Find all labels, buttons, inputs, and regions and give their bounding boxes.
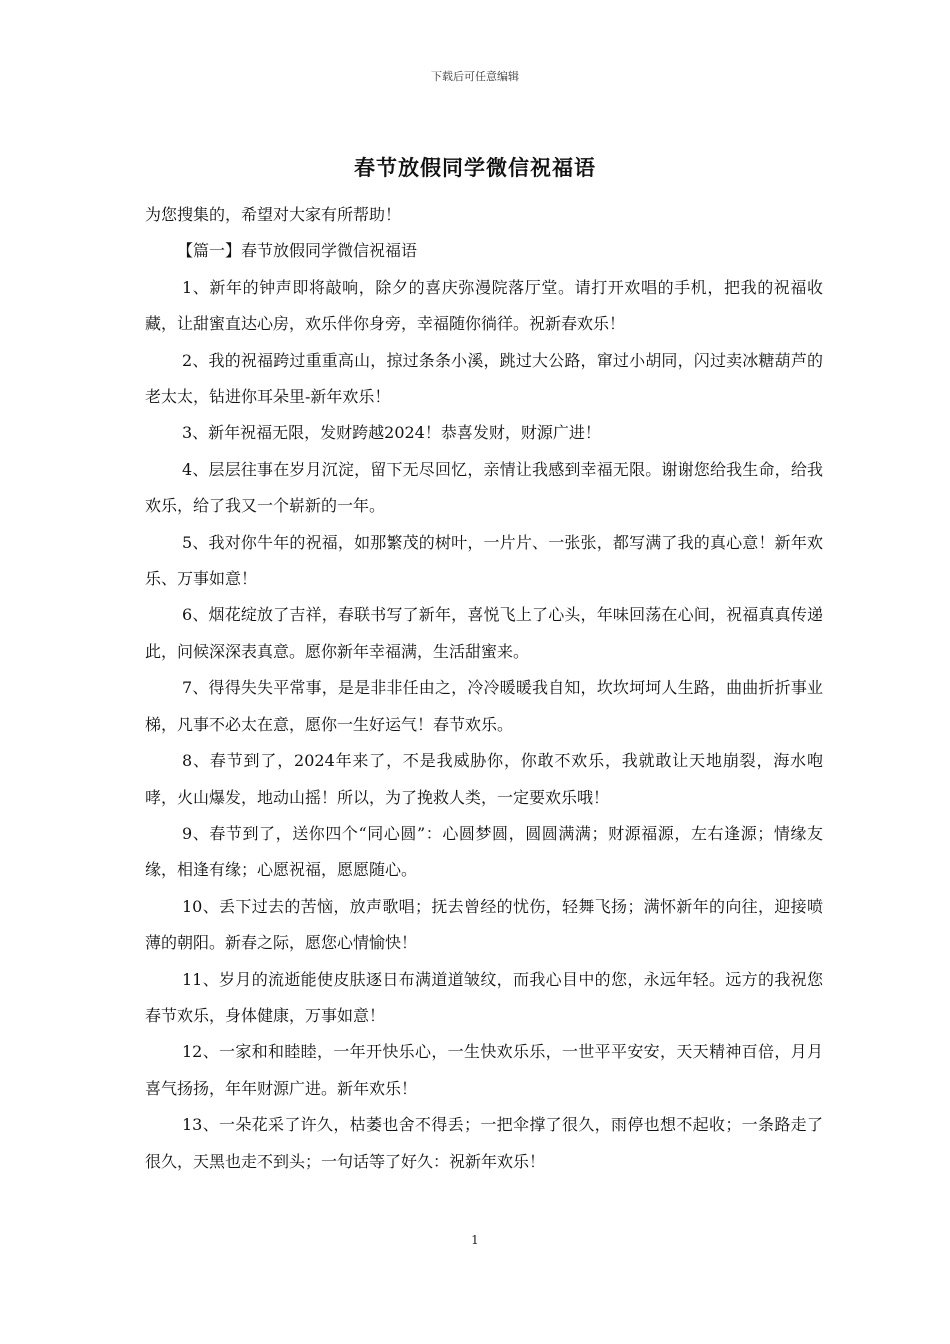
greeting-item-7: 7、得得失失平常事，是是非非任由之，冷冷暖暖我自知，坎坎坷坷人生路，曲曲折折事业梯，凡事不必太在意，愿你一生好运气！春节欢乐。: [145, 678, 823, 734]
document-body: [145, 197, 823, 1180]
greeting-item-9: 9、春节到了，送你四个“同心圆”：心圆梦圆，圆圆满满；财源福源，左右逢源；情缘友缘，相逢有缘；心愿祝福，愿愿随心。: [145, 823, 823, 880]
greeting-item-11: 11、岁月的流逝能使皮肤逐日布满道道皱纹，而我心目中的您，永远年轻。远方的我祝您春节欢乐，身体健康，万事如意！: [145, 969, 823, 1025]
page-header-note: 下载后可任意编辑: [431, 70, 519, 83]
page-number: 1: [471, 1233, 479, 1247]
greeting-item-13: 13、一朵花采了许久，枯萎也舍不得丢；一把伞撑了很久，雨停也想不起收；一条路走了很久，天黑也走不到头；一句话等了好久：祝新年欢乐！: [145, 1115, 823, 1171]
greeting-item-8: 8、春节到了，2024年来了，不是我威胁你，你敢不欢乐，我就敢让天地崩裂，海水咆哮，火山爆发，地动山摇！所以，为了挽救人类，一定要欢乐哦！: [145, 751, 823, 807]
greeting-item-3: 3、新年祝福无限，发财跨越2024！恭喜发财，财源广进！: [182, 423, 601, 443]
greeting-item-2: 2、我的祝福跨过重重高山，掠过条条小溪，跳过大公路，窜过小胡同，闪过卖冰糖葫芦的老太太，钻进你耳朵里-新年欢乐！: [145, 350, 823, 407]
greeting-item-4: 4、层层往事在岁月沉淀，留下无尽回忆，亲情让我感到幸福无限。谢谢您给我生命，给我欢乐，给了我又一个崭新的一年。: [145, 459, 823, 516]
section-heading: 【篇一】春节放假同学微信祝福语: [177, 241, 418, 261]
greeting-item-5: 5、我对你牛年的祝福，如那繁茂的树叶，一片片、一张张，都写满了我的真心意！新年欢乐、万事如意！: [145, 532, 823, 589]
document-title: 春节放假同学微信祝福语: [354, 155, 596, 180]
greeting-item-6: 6、烟花绽放了吉祥，春联书写了新年，喜悦飞上了心头，年味回荡在心间，祝福真真传递此，问候深深表真意。愿你新年幸福满，生活甜蜜来。: [145, 605, 823, 661]
greeting-item-1: 1、新年的钟声即将敲响，除夕的喜庆弥漫院落厅堂。请打开欢唱的手机，把我的祝福收藏，让甜蜜直达心房，欢乐伴你身旁，幸福随你徜徉。祝新春欢乐！: [145, 277, 823, 334]
greeting-item-12: 12、一家和和睦睦，一年开快乐心，一生快欢乐乐，一世平平安安，天天精神百倍，月月喜气扬扬，年年财源广进。新年欢乐！: [145, 1042, 823, 1098]
intro-paragraph: 为您搜集的，希望对大家有所帮助！: [145, 205, 402, 224]
greeting-item-10: 10、丢下过去的苦恼，放声歌唱；抚去曾经的忧伤，轻舞飞扬；满怀新年的向往，迎接喷薄的朝阳。新春之际，愿您心情愉快！: [145, 896, 823, 953]
